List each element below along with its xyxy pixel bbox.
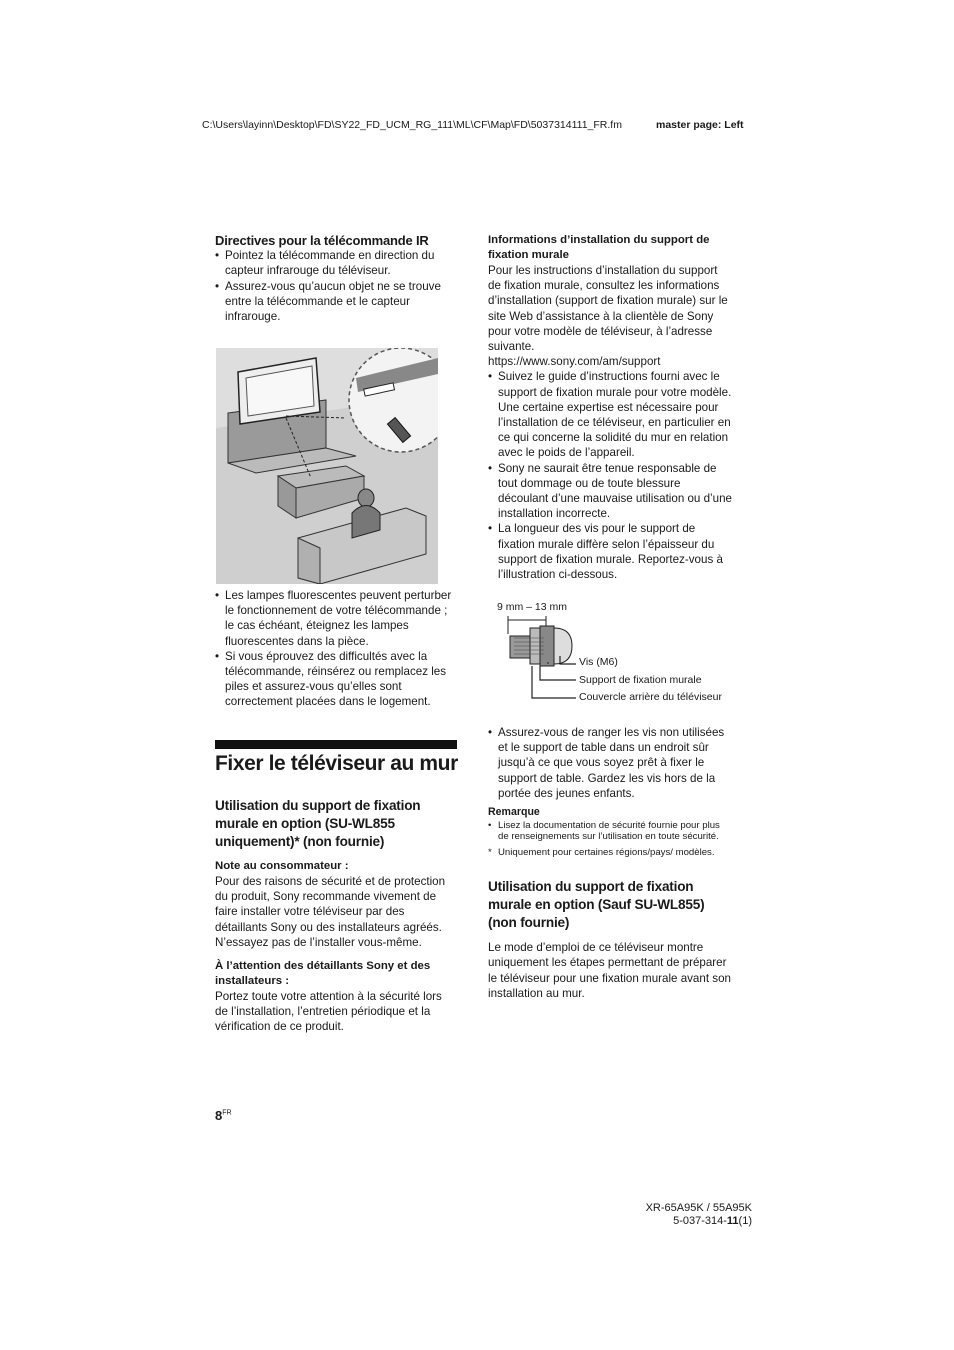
subsection-title-2: Utilisation du support de fixation murale en option (Sauf SU-WL855) (non fournie) [488, 879, 705, 931]
right-column-top [488, 233, 732, 582]
subsection-title: Utilisation du support de fixation murale en option (SU-WL855 uniquement)* (non fournie) [215, 798, 421, 849]
info-text: Pour les instructions d’installation du support de fixation murale, consultez les informations d’installation (support de fixation murale) sur le site Web d’assistance à la clientèle de Sony pour votre modèle de téléviseur, à l’adresse suivante. [488, 264, 728, 354]
consumer-heading: Note au consommateur : [215, 860, 349, 872]
footer-model-info [646, 1202, 752, 1228]
remote-control-illustration [216, 348, 438, 584]
left-column-bottom [215, 797, 457, 1035]
list-item: • Si vous éprouvez des difficultés avec la télécommande, réinsérez ou remplacez les piles et assurez-vous qu’elles sont correctement placées dans le logement. [215, 649, 457, 710]
consumer-text: Pour des raisons de sécurité et de protection du produit, Sony recommande vivement de faire installer votre téléviseur par des détaillants Sony ou des installateurs agréés. N’essayez pas de l’installer vous-même. [215, 875, 446, 949]
list-item: • La longueur des vis pour le support de fixation murale diffère selon l’épaisseur du support de fixation murale. Reportez-vous à l’illustration ci-dessous. [488, 521, 732, 582]
section-bar [215, 740, 457, 749]
asterisk-note: * Uniquement pour certaines régions/pays/ modèles. [488, 846, 715, 858]
header-file-path: C:\Users\layinn\Desktop\FD\SY22_FD_UCM_RG_111\ML\CF\Map\FD\5037314111_FR.fm [202, 119, 622, 131]
header-master-page: master page: Left [656, 119, 744, 131]
info-heading: Informations d’installation du support de fixation murale [488, 234, 710, 261]
screw-label-cover: Couvercle arrière du téléviseur [579, 691, 722, 703]
section-title: Fixer le téléviseur au mur [215, 752, 458, 775]
footer-code: 5-037-314-11(1) [673, 1215, 752, 1227]
ir-bullets [215, 248, 457, 324]
support-url: https://www.sony.com/am/support [488, 355, 661, 369]
dealer-text: Portez toute votre attention à la sécurité lors de l’installation, l’entretien périodique et la vérification de ce produit. [215, 990, 442, 1034]
list-item: • Assurez-vous qu’aucun objet ne se trouve entre la télécommande et le capteur infrarouge. [215, 279, 457, 325]
list-item: • Assurez-vous de ranger les vis non utilisées et le support de table dans un endroit sûr jusqu’à ce que vous soyez prêt à fixer le support de table. Gardez les vis hors de la portée des jeunes enfants. [488, 725, 732, 801]
left-column-middle [215, 588, 457, 710]
remark-heading: Remarque [488, 806, 540, 819]
left-column-top [215, 233, 457, 324]
page-number: $8^{FR}$ [215, 1108, 232, 1123]
list-item: • Pointez la télécommande en direction du capteur infrarouge du téléviseur. [215, 248, 457, 278]
list-item: • Suivez le guide d’instructions fourni avec le support de fixation murale pour votre modèle. Une certaine expertise est nécessaire pour l’installation de ce téléviseur, en particulier en ce qui concerne la solidité du mur en relation avec le poids de l’appareil. [488, 369, 732, 460]
screw-dimension-label: 9 mm – 13 mm [497, 601, 568, 613]
list-item: • Lisez la documentation de sécurité fournie pour plus de renseignements sur l’utilisation en toute sécurité. [488, 820, 732, 843]
list-item: • Les lampes fluorescentes peuvent perturber le fonctionnement de votre télécommande ; le cas échéant, éteignez les lampes fluorescentes dans la pièce. [215, 588, 457, 649]
footer-model: XR-65A95K / 55A95K [645, 1202, 752, 1214]
screw-label-vis: Vis (M6) [579, 656, 618, 668]
list-item: • Sony ne saurait être tenue responsable de tout dommage ou de toute blessure découlant d’une mauvaise utilisation ou d’une installation incorrecte. [488, 461, 732, 522]
subsection-text-2: Le mode d’emploi de ce téléviseur montre uniquement les étapes permettant de préparer le téléviseur pour une fixation murale avant son installation au mur. [488, 941, 731, 1000]
ir-title: Directives pour la télécommande IR [215, 233, 429, 248]
right-column-bottom [488, 725, 732, 1001]
dealer-heading: À l’attention des détaillants Sony et des installateurs : [215, 960, 431, 988]
screw-label-support: Support de fixation murale [579, 674, 702, 686]
